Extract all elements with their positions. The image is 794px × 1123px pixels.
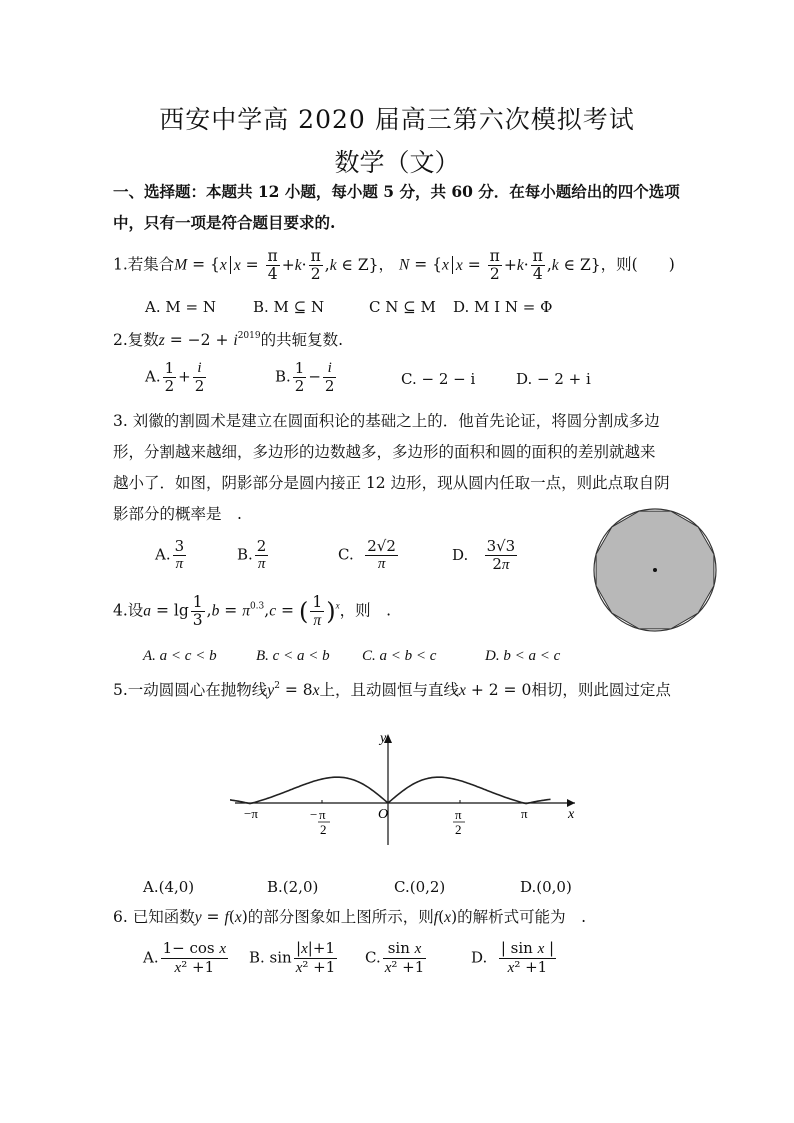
tick-half-pi-num: π xyxy=(455,807,462,822)
q4-prefix: 4.设 xyxy=(113,601,144,620)
q2-suffix: 的共轭复数. xyxy=(260,331,344,349)
q6-option-b: B. sin $\frac{|x|+1}{\text{x² +1}}$ xyxy=(249,939,336,976)
q3-option-a: A. $\frac{3}{\pi}$ xyxy=(155,537,185,572)
q3-option-b: B. $\frac{2}{\pi}$ xyxy=(237,537,267,572)
q2-prefix: 2.复数 xyxy=(113,331,159,349)
q4-suffix: ，则 . xyxy=(339,601,392,620)
q6-option-a: A. $\frac{\text{1− cos x}}{\text{x² +1}}$ xyxy=(143,939,227,976)
q3-line1: 3. 刘徽的割圆术是建立在圆面积论的基础之上的．他首先论证，将圆分割成多边 xyxy=(113,412,660,430)
q5-option-a: A.(4,0) xyxy=(143,878,195,896)
q1-prefix: 1.若集合 xyxy=(113,255,175,274)
q3-option-d: D. $\frac{3√3}{2\pi}$ xyxy=(452,537,516,573)
q4-option-a: A. a < c < b xyxy=(143,648,217,664)
q1-option-b: B. M ⊆ N xyxy=(253,298,325,316)
q6-option-c: C. $\frac{\text{sin x}}{\text{x² +1}}$ xyxy=(365,939,425,976)
q6-option-d: D. $\frac{\text{| sin x |}}{\text{x² +1}}$ xyxy=(471,939,555,976)
question-5: 5.一动圆圆心在抛物线$y^2 = 8x$上，且动圆恒与直线x + 2 = 0相切，则此圆过定点 xyxy=(113,681,671,699)
q5-option-d: D.(0,0) xyxy=(520,878,572,896)
function-graph xyxy=(230,730,590,850)
x-axis-label: x xyxy=(568,807,575,822)
origin-label: O xyxy=(378,807,389,822)
q5-option-b: B.(2,0) xyxy=(267,878,319,896)
tick-neg-half-pi-den: 2 xyxy=(320,822,327,837)
set-m-expression: M xyxy=(174,256,188,274)
q4-option-d: D. b < a < c xyxy=(485,648,561,664)
q5-prefix: 5.一动圆圆心在抛物线 xyxy=(113,681,268,699)
section-header-line1: 一、选择题：本题共 12 小题，每小题 5 分，共 60 分．在每小题给出的四个选项 xyxy=(113,182,680,201)
q2-option-b: B. $\frac{1}{2}$ − $\frac{i}{2}$ xyxy=(275,359,335,395)
question-1: 1.若集合M = {x x = $\frac{\pi}{4}$ +k· $\frac{\pi}{2}$ ,k ∈ Z}， N = {x x = $\frac{\pi}{2}$ +k· $\frac{\pi}{4}$ ,k ∈ Z}，则( ) xyxy=(113,247,675,283)
q1-option-d: D. M I N = Φ xyxy=(453,298,553,316)
q3-option-c: C. $\frac{2√2}{\pi}$ xyxy=(338,537,396,572)
q2-option-d: D. − 2 + i xyxy=(516,370,591,388)
exam-title: 西安中学高 2020 届高三第六次模拟考试 xyxy=(159,105,635,134)
y-axis-label: y xyxy=(380,731,387,746)
q3-line4: 影部分的概率是 . xyxy=(113,505,242,523)
question-4: 4.设a = lg $\frac{1}{3}$ $,b = \pi^{0.3},c$ = ( $\frac{1}{\pi}$ )$^x$，则 . xyxy=(113,593,392,629)
q2-option-c: C. − 2 − i xyxy=(401,370,476,388)
q5-end: 相切，则此圆过定点 xyxy=(531,681,671,699)
q1-option-c: C N ⊆ M xyxy=(369,298,436,316)
exam-subtitle: 数学（文） xyxy=(334,148,460,177)
tick-neg-half-pi-minus: − xyxy=(310,807,318,822)
q2-option-a: A. $\frac{1}{2}$ + $\frac{i}{2}$ xyxy=(145,359,205,395)
q6-mid: 的部分图象如上图所示，则 xyxy=(247,908,434,926)
q4-option-c: C. a < b < c xyxy=(362,648,437,664)
q4-option-b: B. c < a < b xyxy=(256,648,330,664)
q3-line3: 越小了．如图，阴影部分是圆内接正 12 边形，现从圆内任取一点，则此点取自阴 xyxy=(113,474,670,492)
tick-half-pi-den: 2 xyxy=(455,822,462,837)
q1-suffix: ，则( ) xyxy=(600,255,675,274)
tick-neg-half-pi-num: π xyxy=(319,807,326,822)
q1-option-a: A. M = N xyxy=(145,298,216,316)
question-6: 6. 已知函数y = f(x)的部分图象如上图所示，则f(x)的解析式可能为 . xyxy=(113,908,587,926)
q6-prefix: 6. 已知函数 xyxy=(113,908,195,926)
question-2: 2.复数$z = -2 + i^{2019}$的共轭复数. xyxy=(113,331,344,349)
q5-mid: 上，且动圆恒与直线 xyxy=(319,681,460,699)
tick-neg-pi: −π xyxy=(244,806,258,821)
q6-end: 的解析式可能为 . xyxy=(457,908,587,926)
tick-pi: π xyxy=(521,806,528,821)
section-header-line2: 中，只有一项是符合题目要求的. xyxy=(113,213,336,232)
dodecagon-in-circle-figure xyxy=(592,507,718,633)
q5-option-c: C.(0,2) xyxy=(394,878,446,896)
q3-line2: 形，分割越来越细，多边形的边数越多，多边形的面积和圆的面积的差别就越来 xyxy=(113,443,656,461)
